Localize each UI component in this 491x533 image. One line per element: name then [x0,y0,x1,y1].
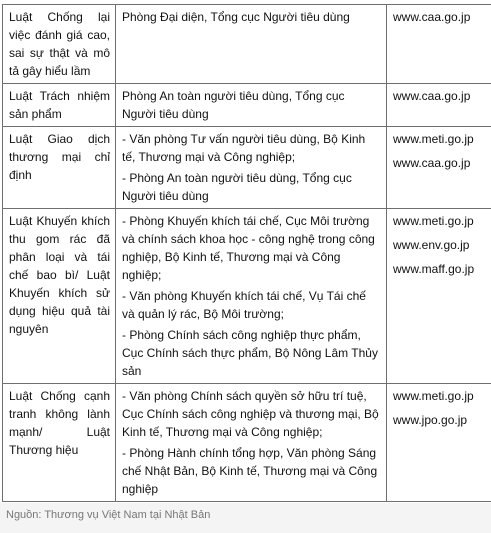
table-row [3,384,491,502]
law-agency-table [2,4,491,502]
website-link[interactable]: www.jpo.go.jp [393,413,468,427]
table-row [3,209,491,384]
table-row [3,127,491,209]
agency-item: - Phòng Khuyến khích tái chế, Cục Môi trường và chính sách khoa học - công nghệ trong công nghiệp, Bộ Kinh tế, Thương mại và Công nghiệp; [122,214,375,282]
website-link[interactable]: www.meti.go.jp [393,132,474,146]
agency-item: - Phòng Hành chính tổng hợp, Văn phòng Sáng chế Nhật Bản, Bộ Kinh tế, Thương mại và Công nghiệp [122,446,378,496]
agency-item: Phòng Đại diện, Tổng cục Người tiêu dùng [122,10,350,24]
website-link[interactable]: www.meti.go.jp [393,214,474,228]
agency-cell [116,5,387,84]
agency-cell [116,127,387,209]
agency-item: Phòng An toàn người tiêu dùng, Tổng cục Người tiêu dùng [122,89,345,121]
website-link[interactable]: www.maff.go.jp [393,262,475,276]
law-cell: Luật Giao dịch thương mại chỉ định [3,127,116,209]
law-cell: Luật Chống cạnh tranh không lành mạnh/ Luật Thương hiệu [3,384,116,502]
agency-item: - Văn phòng Chính sách quyền sở hữu trí tuệ, Cục Chính sách công nghiệp và thương mại, Bộ Kinh tế, Thương mại và Công nghiệp; [122,389,379,439]
website-link[interactable]: www.caa.go.jp [393,156,471,170]
agency-item: - Phòng Chính sách công nghiệp thực phẩm, Cục Chính sách thực phẩm, Bộ Nông Lâm Thủy sản [122,328,378,378]
website-link[interactable]: www.caa.go.jp [393,89,471,103]
agency-cell [116,84,387,127]
source-caption: Nguồn: Thương vụ Việt Nam tại Nhật Bản [6,509,211,521]
website-link[interactable]: www.env.go.jp [393,238,470,252]
law-cell: Luật Khuyến khích thu gom rác đã phân loại và tái chế bao bì/ Luật Khuyến khích sử dụng hiệu quả tài nguyên [3,209,116,384]
agency-cell [116,384,387,502]
law-cell: Luật Chống lại việc đánh giá cao, sai sự thật và mô tả gây hiểu lầm [3,5,116,84]
agency-item: - Văn phòng Tư vấn người tiêu dùng, Bộ Kinh tế, Thương mại và Công nghiệp; [122,132,366,164]
agency-cell [116,209,387,384]
website-cell [387,127,491,209]
table-body [3,5,491,502]
table-row [3,84,491,127]
table-row [3,5,491,84]
website-cell [387,84,491,127]
agency-item: - Phòng An toàn người tiêu dùng, Tổng cục Người tiêu dùng [122,171,352,203]
law-cell: Luật Trách nhiệm sản phẩm [3,84,116,127]
website-cell [387,5,491,84]
website-cell [387,384,491,502]
agency-item: - Văn phòng Khuyến khích tái chế, Vụ Tái chế và quản lý rác, Bộ Môi trường; [122,289,366,321]
website-link[interactable]: www.meti.go.jp [393,389,474,403]
website-cell [387,209,491,384]
website-link[interactable]: www.caa.go.jp [393,10,471,24]
